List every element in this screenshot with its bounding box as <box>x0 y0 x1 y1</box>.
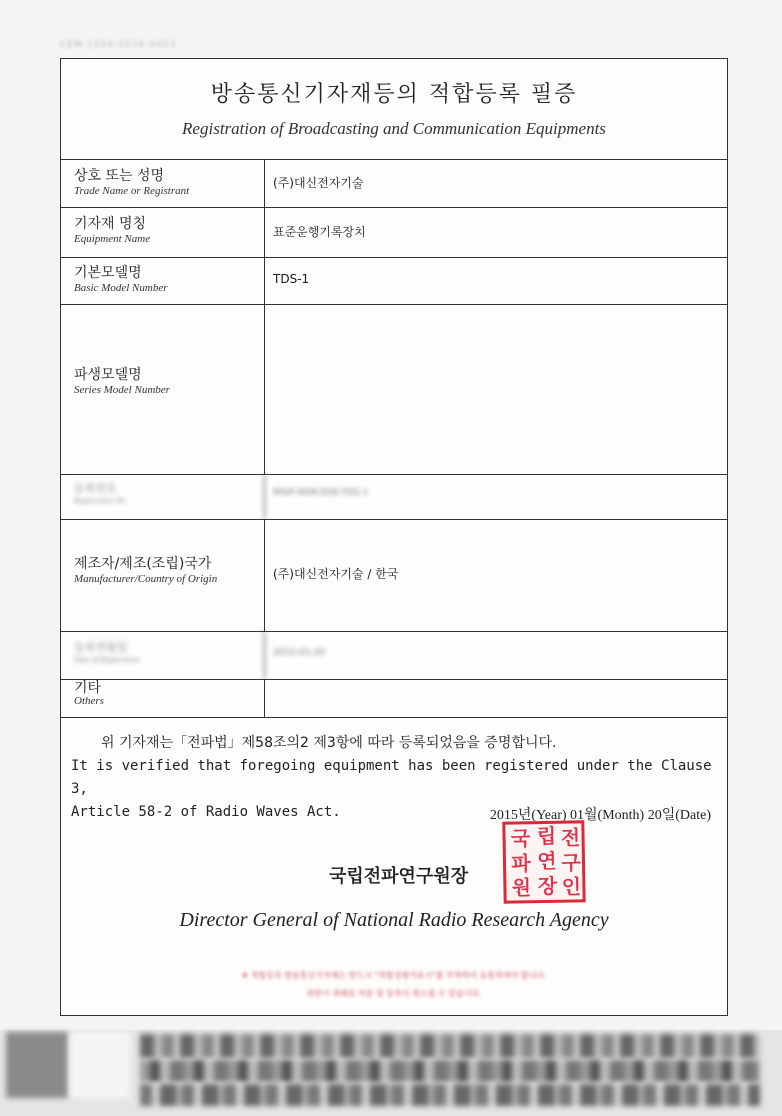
label-registration-no <box>61 474 265 519</box>
value-registration-no: MSIP-REM-DSE-TDS-1 <box>273 488 369 498</box>
seal-char: 원 <box>511 875 532 900</box>
row-manufacturer <box>61 519 727 632</box>
statement-english-2: Article 58-2 of Radio Waves Act. <box>71 804 341 820</box>
value-basic-model: TDS-1 <box>273 272 310 286</box>
title-korean: 방송통신기자재등의 적합등록 필증 <box>210 82 578 107</box>
title-english: Registration of Broadcasting and Communication Equipments <box>182 119 606 138</box>
director-english: Director General of National Radio Research Agency <box>179 909 609 931</box>
statement-korean: 위 기자재는「전파법」제58조의2 제3항에 따라 등록되었음을 증명합니다. <box>101 735 557 751</box>
row-basic-model <box>61 257 727 305</box>
value-equipment-name: 표준운행기록장치 <box>273 225 366 239</box>
value-manufacturer: (주)대신전자기술 / 한국 <box>273 567 399 581</box>
row-series-model <box>61 304 727 475</box>
notice-line-1: ※ 적합등록 방송통신기자재는 반드시 "적합성평가표시"를 부착하여 유통하여야 합니다. <box>241 971 547 980</box>
label-en: Equipment Name <box>74 233 151 245</box>
seal-char: 장 <box>537 873 558 899</box>
redacted-footer <box>0 1030 782 1116</box>
issue-date: 2015년(Year) 01월(Month) 20일(Date) <box>489 808 711 823</box>
row-registration-date <box>61 631 727 680</box>
certificate <box>60 58 728 1016</box>
redacted-bar-row-1 <box>140 1034 760 1058</box>
seal-char: 전 <box>560 825 581 850</box>
label-ko: 기본모델명 <box>74 265 142 281</box>
label-ko: 제조자/제조(조립)국가 <box>74 556 212 572</box>
label-ko: 기타 <box>74 680 102 696</box>
label-en: Date of Registration <box>74 655 140 664</box>
label-en: Basic Model Number <box>74 282 168 294</box>
label-ko: 기자재 명칭 <box>74 216 147 232</box>
row-others <box>61 679 727 718</box>
redacted-bar-row-3 <box>140 1084 760 1106</box>
row-equipment-name <box>61 207 727 258</box>
value-registration-date: 2015-01-20 <box>273 648 326 658</box>
label-series-model <box>61 304 265 474</box>
seal-char: 국 <box>510 826 531 851</box>
seal-char: 연 <box>537 848 557 874</box>
row-trade-name <box>61 159 727 208</box>
label-ko: 등록연월일 <box>74 641 128 654</box>
label-equipment-name <box>61 207 265 257</box>
label-registration-date <box>61 631 265 679</box>
label-en: Manufacturer/Country of Origin <box>74 573 218 585</box>
label-ko: 등록번호 <box>74 482 117 495</box>
issuer-korean: 국립전파연구원장 <box>329 866 469 887</box>
seal-char: 구 <box>561 850 581 875</box>
value-trade-name: (주)대신전자기술 <box>273 176 364 190</box>
seal-char: 립 <box>536 823 557 849</box>
label-en: Trade Name or Registrant <box>74 185 190 197</box>
seal-char: 인 <box>561 874 582 899</box>
label-trade-name <box>61 159 265 207</box>
title-block <box>61 59 727 160</box>
statement-english-1: It is verified that foregoing equipment has been registered under the Clause 3, <box>71 758 712 797</box>
label-en: Registration No. <box>74 496 127 505</box>
label-basic-model <box>61 257 265 304</box>
label-ko: 상호 또는 성명 <box>74 168 165 184</box>
redacted-white-block <box>70 1032 130 1098</box>
seal-char: 파 <box>511 851 531 876</box>
notice-text <box>61 967 727 1003</box>
label-others <box>61 679 265 717</box>
official-seal <box>502 820 585 903</box>
row-registration-no <box>61 474 727 520</box>
document-code: CEM-1004-3016-A003 <box>60 40 177 50</box>
notice-line-2: 위반시 과태료 처분 및 등록이 취소될 수 있습니다. <box>306 989 482 998</box>
label-en: Others <box>74 695 104 707</box>
label-ko: 파생모델명 <box>74 367 142 383</box>
redacted-bar-row-2 <box>140 1060 760 1082</box>
redacted-barcode-block <box>6 1032 68 1098</box>
label-manufacturer <box>61 519 265 631</box>
label-en: Series Model Number <box>74 384 170 396</box>
